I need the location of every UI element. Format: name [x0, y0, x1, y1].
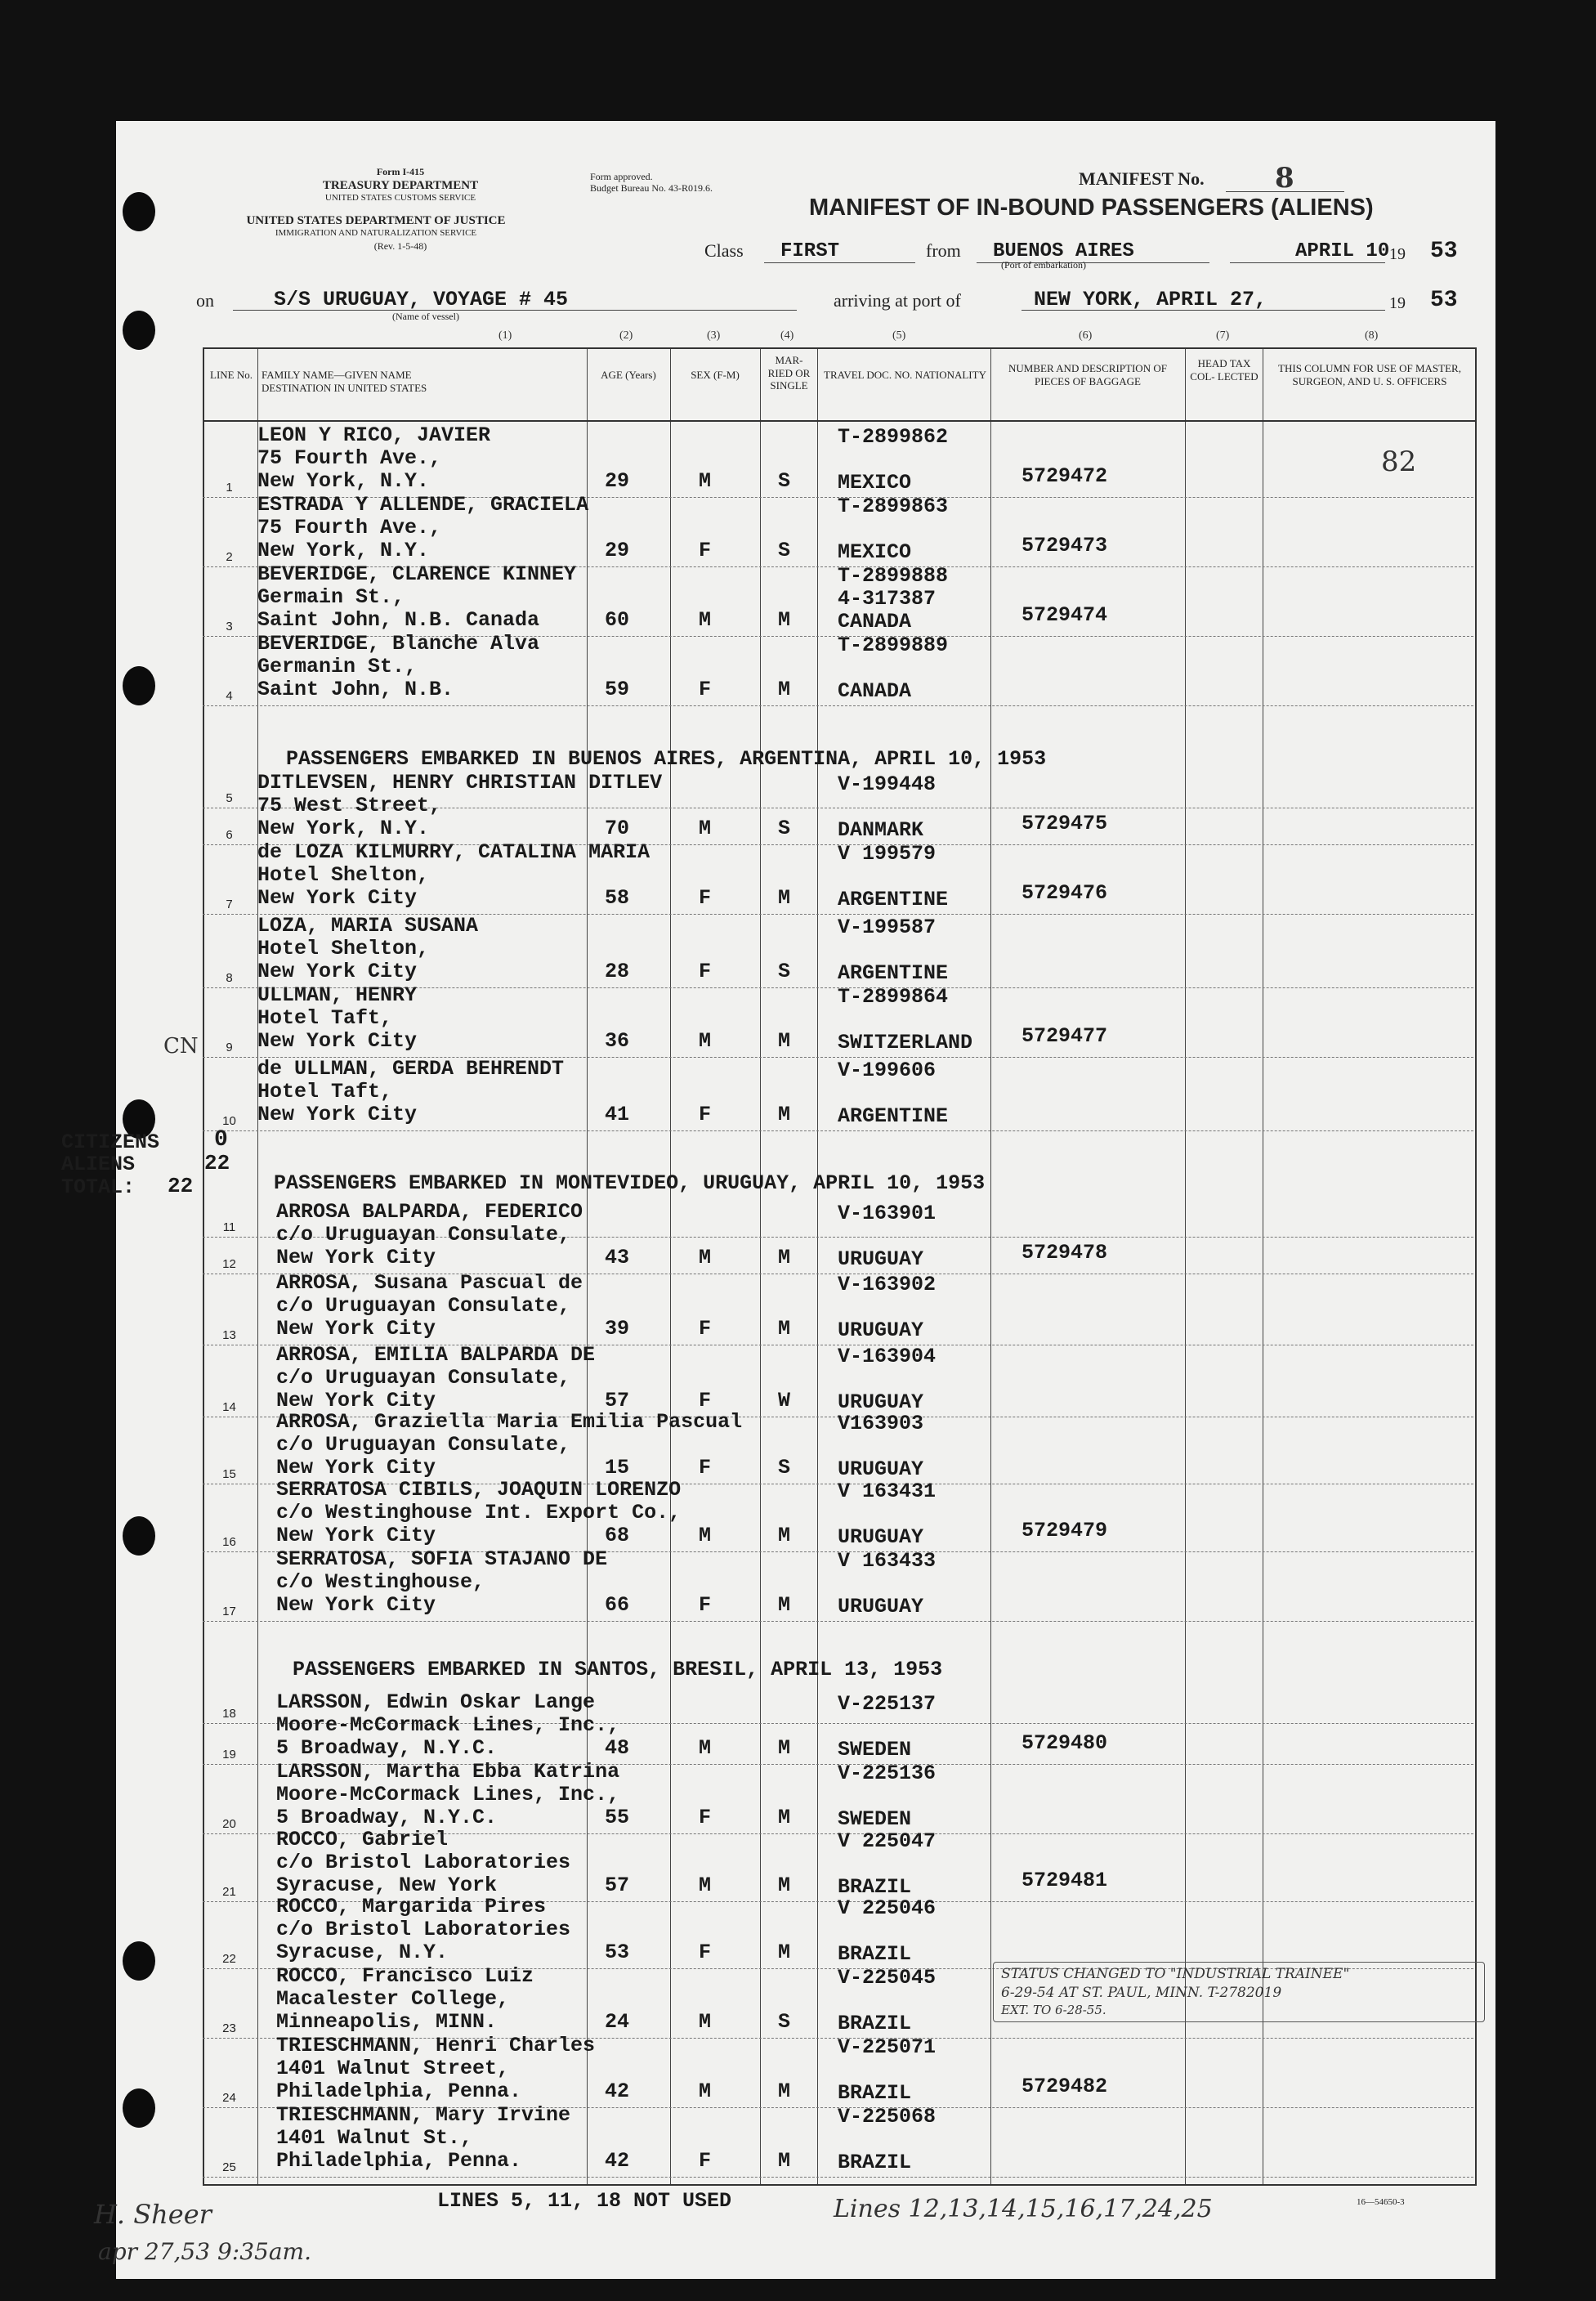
citizens-count: 0 — [214, 1127, 228, 1153]
header-head-tax: HEAD TAX COL- LECTED — [1190, 357, 1258, 383]
nationality: ARGENTINE — [838, 961, 949, 985]
passenger-marital-status: S — [778, 1456, 791, 1480]
baggage-number: 5729482 — [1022, 2075, 1108, 2098]
punch-hole — [123, 311, 155, 350]
passenger-address: Germanin St., — [257, 655, 418, 678]
passenger-sex: F — [699, 1103, 712, 1126]
passenger-name: ESTRADA Y ALLENDE, GRACIELA — [257, 493, 589, 517]
status-note-line2: 6-29-54 AT ST. PAUL, MINN. T-2782019 — [1001, 1985, 1282, 2001]
passenger-age: 24 — [605, 2010, 630, 2034]
arrival-year-prefix: 19 — [1389, 294, 1406, 312]
passenger-age: 43 — [605, 1246, 630, 1269]
col-num: (5) — [892, 329, 906, 342]
line-number: 21 — [222, 1885, 236, 1899]
travel-doc-number: T-2899862 — [838, 425, 949, 449]
nationality: MEXICO — [838, 540, 912, 564]
passenger-name: LARSSON, Edwin Oskar Lange — [276, 1690, 596, 1714]
travel-doc-number: V-199606 — [838, 1059, 937, 1082]
passenger-address: 1401 Walnut Street, — [276, 2057, 510, 2080]
baggage-number: 5729474 — [1022, 603, 1108, 627]
travel-doc-number: V-163901 — [838, 1202, 937, 1225]
header-baggage: NUMBER AND DESCRIPTION OF PIECES OF BAGGAGE — [1008, 362, 1167, 387]
row-rule — [203, 2177, 1473, 2178]
passenger-marital-status: M — [778, 2079, 791, 2103]
passenger-address: c/o Uruguayan Consulate, — [276, 1223, 571, 1247]
manifest-label: MANIFEST No. — [1079, 168, 1205, 189]
passenger-address: 75 Fourth Ave., — [257, 446, 442, 470]
line-number: 20 — [222, 1817, 236, 1831]
travel-doc-number: V-199448 — [838, 772, 937, 796]
nationality: BRAZIL — [838, 2151, 912, 2174]
punch-hole — [123, 666, 155, 705]
treasury-dept: TREASURY DEPARTMENT — [322, 179, 479, 192]
passenger-address: Moore-McCormack Lines, Inc., — [276, 1783, 620, 1806]
travel-doc-number: V-225068 — [838, 2105, 937, 2129]
line-number: 19 — [222, 1748, 236, 1762]
passenger-name: ROCCO, Francisco Luiz — [276, 1964, 534, 1988]
passenger-city: New York City — [257, 960, 418, 983]
line-number: 6 — [226, 828, 233, 842]
justice-dept: UNITED STATES DEPARTMENT OF JUSTICE — [246, 214, 506, 227]
passenger-name: ULLMAN, HENRY — [257, 983, 418, 1007]
nationality: DANMARK — [838, 818, 924, 842]
vessel-note: (Name of vessel) — [392, 311, 459, 322]
passenger-sex: M — [699, 1524, 712, 1547]
vessel-name: S/S URUGUAY, VOYAGE # 45 — [274, 288, 569, 311]
passenger-name: TRIESCHMANN, Henri Charles — [276, 2034, 596, 2057]
nationality: SWEDEN — [838, 1807, 912, 1831]
line-number: 11 — [222, 1220, 236, 1234]
nationality: BRAZIL — [838, 2081, 912, 2105]
passenger-address: Hotel Shelton, — [257, 937, 430, 960]
nationality: URUGUAY — [838, 1457, 924, 1481]
status-note-line1: STATUS CHANGED TO "INDUSTRIAL TRAINEE" — [1001, 1966, 1350, 1982]
travel-doc-number: V 225046 — [838, 1896, 937, 1920]
passenger-name: ROCCO, Margarida Pires — [276, 1895, 547, 1918]
passenger-age: 58 — [605, 886, 630, 910]
passenger-address: c/o Uruguayan Consulate, — [276, 1366, 571, 1390]
passenger-age: 60 — [605, 608, 630, 632]
manifest-title: MANIFEST OF IN-BOUND PASSENGERS (ALIENS) — [809, 195, 1374, 221]
passenger-city: Saint John, N.B. Canada — [257, 608, 540, 632]
section-heading-santos: PASSENGERS EMBARKED IN SANTOS, BRESIL, APRIL 13, 1953 — [293, 1658, 943, 1681]
travel-doc-number: V163903 — [838, 1412, 924, 1435]
year-prefix: 19 — [1389, 245, 1406, 263]
passenger-name: de ULLMAN, GERDA BEHRENDT — [257, 1057, 565, 1081]
passenger-city: New York, N.Y. — [257, 539, 430, 562]
passenger-sex: M — [699, 469, 712, 493]
passenger-age: 66 — [605, 1593, 630, 1617]
line-number: 14 — [222, 1400, 236, 1414]
handwritten-82: 82 — [1381, 445, 1417, 478]
passenger-address: 75 Fourth Ave., — [257, 516, 442, 539]
passenger-age: 57 — [605, 1873, 630, 1897]
passenger-sex: F — [699, 1456, 712, 1480]
travel-doc-number: T-2899864 — [838, 985, 949, 1009]
col-num: (6) — [1079, 329, 1093, 342]
arrival-line — [1022, 310, 1385, 311]
passenger-city: New York City — [276, 1389, 436, 1412]
passenger-city: Saint John, N.B. — [257, 678, 454, 701]
passenger-age: 55 — [605, 1806, 630, 1829]
section-heading-montevideo: PASSENGERS EMBARKED IN MONTEVIDEO, URUGUAY, APRIL 10, 1953 — [274, 1171, 986, 1195]
baggage-number: 5729479 — [1022, 1519, 1108, 1542]
citizens-label: CITIZENS — [61, 1130, 160, 1154]
nationality: MEXICO — [838, 471, 912, 495]
travel-doc-number: V 163431 — [838, 1480, 937, 1503]
passenger-city: New York City — [257, 886, 418, 910]
passenger-sex: F — [699, 960, 712, 983]
baggage-number: 5729477 — [1022, 1024, 1108, 1048]
lines-not-used: LINES 5, 11, 18 NOT USED — [437, 2189, 732, 2213]
line-number: 2 — [226, 550, 233, 564]
travel-doc-number: V-225071 — [838, 2035, 937, 2059]
passenger-name: DITLEVSEN, HENRY CHRISTIAN DITLEV — [257, 771, 663, 795]
passenger-address: Hotel Taft, — [257, 1006, 393, 1030]
passenger-marital-status: M — [778, 1941, 791, 1964]
total-label: TOTAL: — [61, 1175, 136, 1199]
passenger-marital-status: M — [778, 1246, 791, 1269]
on-label: on — [196, 290, 214, 311]
baggage-number: 5729480 — [1022, 1731, 1108, 1755]
passenger-address: Hotel Taft, — [257, 1080, 393, 1103]
passenger-city: Minneapolis, MINN. — [276, 2010, 498, 2034]
passenger-name: LARSSON, Martha Ebba Katrina — [276, 1760, 620, 1784]
travel-doc-number: V 163433 — [838, 1549, 937, 1573]
line-number: 13 — [222, 1328, 236, 1342]
passenger-name: SERRATOSA CIBILS, JOAQUIN LORENZO — [276, 1478, 682, 1502]
baggage-number: 5729472 — [1022, 464, 1108, 488]
line-number: 25 — [222, 2160, 236, 2174]
nationality: URUGUAY — [838, 1525, 924, 1549]
total-count: 22 — [168, 1174, 194, 1198]
passenger-marital-status: M — [778, 1103, 791, 1126]
header-line-no: LINE No. — [210, 369, 253, 381]
baggage-number: 5729481 — [1022, 1869, 1108, 1892]
travel-doc-number: V-199587 — [838, 915, 937, 939]
passenger-age: 15 — [605, 1456, 630, 1480]
line-number: 12 — [222, 1257, 236, 1271]
passenger-city: Syracuse, N.Y. — [276, 1941, 449, 1964]
passenger-sex: F — [699, 2149, 712, 2173]
nationality: URUGUAY — [838, 1318, 924, 1342]
line-number: 16 — [222, 1535, 236, 1549]
passenger-address: Moore-McCormack Lines, Inc., — [276, 1713, 620, 1737]
passenger-address: 75 West Street, — [257, 794, 442, 817]
passenger-age: 39 — [605, 1317, 630, 1341]
vessel-line — [233, 310, 797, 311]
nationality: URUGUAY — [838, 1390, 924, 1414]
inspector-signature: H. Sheer — [94, 2199, 212, 2230]
header-name: FAMILY NAME—GIVEN NAME DESTINATION IN UNITED STATES — [262, 369, 427, 394]
handwritten-lines-note: Lines 12,13,14,15,16,17,24,25 — [834, 2195, 1213, 2223]
arriving-label: arriving at port of — [834, 290, 961, 311]
passenger-marital-status: S — [778, 817, 791, 840]
passenger-marital-status: M — [778, 886, 791, 910]
row-rule — [203, 1130, 1473, 1131]
port-embarkation: BUENOS AIRES — [993, 240, 1134, 262]
punch-hole — [123, 2088, 155, 2128]
passenger-sex: M — [699, 1736, 712, 1760]
nationality: SWITZERLAND — [838, 1031, 973, 1054]
passenger-marital-status: S — [778, 2010, 791, 2034]
passenger-marital-status: M — [778, 1524, 791, 1547]
nationality: BRAZIL — [838, 2012, 912, 2035]
travel-doc-number: V-225045 — [838, 1966, 937, 1990]
passenger-city: New York City — [276, 1524, 436, 1547]
passenger-city: New York City — [276, 1593, 436, 1617]
nationality: ARGENTINE — [838, 1104, 949, 1128]
passenger-marital-status: S — [778, 469, 791, 493]
travel-doc-number-2: 4-317387 — [838, 587, 937, 611]
passenger-name: LEON Y RICO, JAVIER — [257, 423, 491, 447]
nationality: BRAZIL — [838, 1875, 912, 1899]
passenger-age: 53 — [605, 1941, 630, 1964]
passenger-city: New York City — [257, 1103, 418, 1126]
passenger-name: ARROSA, EMILIA BALPARDA DE — [276, 1343, 596, 1367]
passenger-marital-status: M — [778, 608, 791, 632]
travel-doc-number: V-163902 — [838, 1273, 937, 1296]
travel-doc-number: V 225047 — [838, 1829, 937, 1853]
passenger-sex: F — [699, 1806, 712, 1829]
passenger-sex: M — [699, 1246, 712, 1269]
passenger-age: 68 — [605, 1524, 630, 1547]
status-note-line3: EXT. TO 6-28-55. — [1001, 2003, 1106, 2017]
embark-date: APRIL 10 — [1295, 240, 1390, 262]
form-approved: Form approved. — [590, 171, 653, 182]
line-number: 5 — [226, 791, 233, 805]
passenger-sex: F — [699, 1593, 712, 1617]
passenger-sex: F — [699, 1317, 712, 1341]
baggage-number: 5729473 — [1022, 534, 1108, 557]
passenger-marital-status: M — [778, 1806, 791, 1829]
passenger-marital-status: M — [778, 1736, 791, 1760]
arrival-port-date: NEW YORK, APRIL 27, — [1034, 288, 1267, 311]
nationality: ARGENTINE — [838, 888, 949, 911]
passenger-name: de LOZA KILMURRY, CATALINA MARIA — [257, 840, 650, 864]
passenger-name: SERRATOSA, SOFIA STAJANO DE — [276, 1547, 608, 1571]
punch-hole — [123, 1941, 155, 1981]
passenger-sex: F — [699, 1941, 712, 1964]
nationality: BRAZIL — [838, 1942, 912, 1966]
passenger-marital-status: M — [778, 678, 791, 701]
signature-date: apr 27,53 9:35am. — [98, 2238, 311, 2265]
line-number: 23 — [222, 2021, 236, 2035]
passenger-sex: M — [699, 608, 712, 632]
port-note: (Port of embarkation) — [1001, 259, 1086, 271]
passenger-age: 59 — [605, 678, 630, 701]
from-label: from — [926, 240, 961, 261]
class-label: Class — [704, 240, 744, 261]
passenger-address: Germain St., — [257, 585, 405, 609]
col-num: (4) — [780, 329, 794, 342]
passenger-address: Macalester College, — [276, 1987, 510, 2011]
baggage-number: 5729476 — [1022, 881, 1108, 905]
passenger-age: 42 — [605, 2079, 630, 2103]
line-number: 3 — [226, 620, 233, 633]
passenger-city: Syracuse, New York — [276, 1873, 498, 1897]
passenger-age: 28 — [605, 960, 630, 983]
passenger-age: 42 — [605, 2149, 630, 2173]
nationality: URUGUAY — [838, 1247, 924, 1271]
line-number: 8 — [226, 971, 233, 985]
travel-doc-number: T-2899888 — [838, 564, 949, 588]
punch-hole — [123, 192, 155, 231]
passenger-city: 5 Broadway, N.Y.C. — [276, 1736, 498, 1760]
passenger-sex: M — [699, 2010, 712, 2034]
passenger-sex: F — [699, 539, 712, 562]
passenger-sex: F — [699, 678, 712, 701]
travel-doc-number: V 199579 — [838, 842, 937, 866]
budget-bureau: Budget Bureau No. 43-R019.6. — [590, 182, 713, 194]
nationality: CANADA — [838, 679, 912, 703]
header-age: AGE (Years) — [601, 369, 656, 381]
col-num: (7) — [1216, 329, 1230, 342]
travel-doc-number: V-163904 — [838, 1345, 937, 1368]
passenger-city: New York City — [276, 1456, 436, 1480]
nationality: SWEDEN — [838, 1738, 912, 1762]
passenger-name: TRIESCHMANN, Mary Irvine — [276, 2103, 571, 2127]
passenger-sex: F — [699, 886, 712, 910]
passenger-name: ARROSA BALPARDA, FEDERICO — [276, 1200, 583, 1224]
class-line — [764, 262, 915, 263]
row-rule — [203, 1621, 1473, 1622]
passenger-address: c/o Uruguayan Consulate, — [276, 1294, 571, 1318]
passenger-marital-status: M — [778, 2149, 791, 2173]
line-number: 15 — [222, 1467, 236, 1481]
passenger-address: c/o Uruguayan Consulate, — [276, 1433, 571, 1457]
passenger-address: c/o Bristol Laboratories — [276, 1918, 571, 1941]
passenger-city: 5 Broadway, N.Y.C. — [276, 1806, 498, 1829]
passenger-address: c/o Westinghouse, — [276, 1570, 485, 1594]
line-number: 18 — [222, 1707, 236, 1721]
passenger-age: 29 — [605, 539, 630, 562]
travel-doc-number: T-2899889 — [838, 633, 949, 657]
passenger-age: 57 — [605, 1389, 630, 1412]
passenger-marital-status: S — [778, 960, 791, 983]
arrival-year: 53 — [1430, 288, 1458, 313]
travel-doc-number: V-225136 — [838, 1762, 937, 1785]
section-heading-buenos-aires: PASSENGERS EMBARKED IN BUENOS AIRES, ARGENTINA, APRIL 10, 1953 — [286, 747, 1047, 771]
header-married: MAR- RIED OR SINGLE — [767, 354, 811, 392]
line-number: 17 — [222, 1605, 236, 1618]
nationality: CANADA — [838, 610, 912, 633]
passenger-marital-status: M — [778, 1317, 791, 1341]
passenger-name: LOZA, MARIA SUSANA — [257, 914, 479, 938]
line-number: 9 — [226, 1041, 233, 1054]
passenger-city: Philadelphia, Penna. — [276, 2149, 522, 2173]
line-number: 10 — [222, 1114, 236, 1128]
passenger-city: New York City — [257, 1029, 418, 1053]
passenger-marital-status: M — [778, 1873, 791, 1897]
passenger-marital-status: M — [778, 1593, 791, 1617]
line-number: 1 — [226, 481, 233, 495]
aliens-label: ALIENS — [61, 1153, 136, 1176]
manifest-number: 8 — [1275, 162, 1294, 195]
nationality: URUGUAY — [838, 1595, 924, 1618]
footer-code: 16—54650-3 — [1357, 2197, 1405, 2207]
passenger-address: c/o Westinghouse Int. Export Co., — [276, 1501, 682, 1524]
form-revision: (Rev. 1-5-48) — [373, 240, 427, 252]
manifest-no-line — [1226, 191, 1344, 192]
line-number: 24 — [222, 2091, 236, 2105]
col-num: (1) — [498, 329, 512, 342]
passenger-address: 1401 Walnut St., — [276, 2126, 473, 2150]
travel-doc-number: V-225137 — [838, 1692, 937, 1716]
passenger-address: Hotel Shelton, — [257, 863, 430, 887]
class-value: FIRST — [780, 240, 840, 262]
passenger-marital-status: M — [778, 1029, 791, 1053]
passenger-name: BEVERIDGE, Blanche Alva — [257, 632, 540, 656]
passenger-sex: F — [699, 1389, 712, 1412]
passenger-address: c/o Bristol Laboratories — [276, 1851, 571, 1874]
passenger-marital-status: W — [778, 1389, 791, 1412]
passenger-marital-status: S — [778, 539, 791, 562]
line-number: 4 — [226, 689, 233, 703]
passenger-city: New York, N.Y. — [257, 817, 430, 840]
passenger-city: New York, N.Y. — [257, 469, 430, 493]
row-rule — [203, 705, 1473, 706]
passenger-sex: M — [699, 1029, 712, 1053]
form-number: Form I-415 — [376, 166, 425, 177]
line-number: 22 — [222, 1952, 236, 1966]
baggage-number: 5729475 — [1022, 812, 1108, 835]
passenger-age: 70 — [605, 817, 630, 840]
passenger-sex: M — [699, 1873, 712, 1897]
ins-service: IMMIGRATION AND NATURALIZATION SERVICE — [275, 228, 477, 238]
col-num: (2) — [619, 329, 633, 342]
customs-service: UNITED STATES CUSTOMS SERVICE — [324, 193, 476, 203]
passenger-city: New York City — [276, 1246, 436, 1269]
header-sex: SEX (F-M) — [691, 369, 740, 381]
passenger-city: Philadelphia, Penna. — [276, 2079, 522, 2103]
year-value: 53 — [1430, 239, 1458, 264]
col-num: (8) — [1365, 329, 1379, 342]
passenger-sex: M — [699, 817, 712, 840]
aliens-count: 22 — [204, 1151, 230, 1175]
baggage-number: 5729478 — [1022, 1241, 1108, 1265]
passenger-age: 48 — [605, 1736, 630, 1760]
passenger-name: BEVERIDGE, CLARENCE KINNEY — [257, 562, 577, 586]
passenger-sex: M — [699, 2079, 712, 2103]
col-num: (3) — [707, 329, 721, 342]
passenger-name: ROCCO, Gabriel — [276, 1828, 449, 1851]
line-number: 7 — [226, 898, 233, 911]
passenger-name: ARROSA, Susana Pascual de — [276, 1271, 583, 1295]
passenger-age: 41 — [605, 1103, 630, 1126]
punch-hole — [123, 1516, 155, 1556]
passenger-age: 29 — [605, 469, 630, 493]
date-line — [1230, 262, 1385, 263]
passenger-name: ARROSA, Graziella Maria Emilia Pascual — [276, 1410, 743, 1434]
header-travel-doc: TRAVEL DOC. NO. NATIONALITY — [824, 369, 986, 381]
handwritten-cn: CN — [163, 1034, 199, 1059]
passenger-city: New York City — [276, 1317, 436, 1341]
passenger-age: 36 — [605, 1029, 630, 1053]
header-officers: THIS COLUMN FOR USE OF MASTER, SURGEON, AND U. S. OFFICERS — [1278, 362, 1461, 387]
travel-doc-number: T-2899863 — [838, 495, 949, 518]
